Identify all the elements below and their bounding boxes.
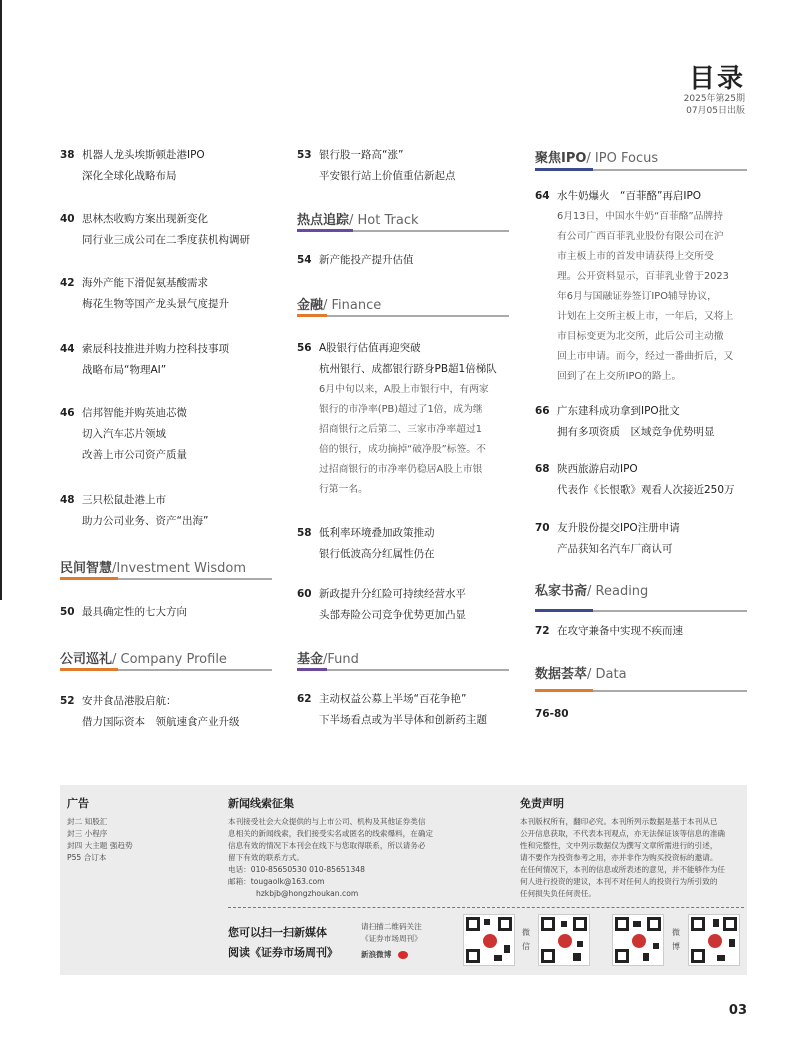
wechat-label bbox=[522, 926, 532, 954]
weibo-logo-icon bbox=[398, 951, 408, 959]
entry-subtitle: 借力国际资本 领航速食产业升级 bbox=[82, 716, 240, 728]
section-accent-bar bbox=[297, 229, 353, 232]
entry-summary: 行第一名。 bbox=[319, 484, 368, 495]
disclaimer-line: 性和完整性，文中列示数据仅为撰写文章所需进行的引述， bbox=[520, 841, 718, 850]
page-num: 53 bbox=[297, 149, 312, 161]
toc-entry[interactable] bbox=[60, 403, 187, 466]
entry-summary: 计划在上交所主板上市，一年后，又将上 bbox=[557, 311, 734, 322]
toc-entry[interactable] bbox=[60, 209, 250, 251]
entry-summary: 倍的银行，成功摘掉“破净股”标签。不 bbox=[319, 444, 486, 455]
section-title-en: / Company Profile bbox=[112, 652, 227, 667]
wechat-qr-code-icon[interactable] bbox=[463, 914, 515, 966]
toc-entry[interactable] bbox=[297, 523, 435, 565]
disclaimer-line: 本刊版权所有，翻印必究。本刊所列示数据是基于本刊从已 bbox=[520, 817, 718, 826]
entry-title: 新产能投产提升估值 bbox=[319, 254, 414, 266]
page-num: 50 bbox=[60, 606, 75, 618]
entry-title: 友升股份提交IPO注册申请 bbox=[557, 522, 680, 534]
page-num: 64 bbox=[535, 190, 550, 202]
entry-subtitle: 梅花生物等国产龙头景气度提升 bbox=[82, 298, 229, 310]
section-header-profile bbox=[60, 648, 227, 667]
toc-entry[interactable] bbox=[535, 401, 715, 443]
news-body bbox=[228, 816, 460, 900]
page-num: 56 bbox=[297, 342, 312, 354]
toc-entry[interactable] bbox=[297, 689, 487, 731]
section-accent-bar bbox=[535, 168, 593, 171]
toc-entry[interactable] bbox=[297, 145, 456, 187]
news-phone: 电话：010-85650530 010-85651348 bbox=[228, 865, 365, 874]
entry-subtitle: 助力公司业务、资产“出海” bbox=[82, 515, 209, 527]
entry-title: 思林杰收购方案出现新变化 bbox=[82, 213, 208, 225]
entry-subtitle: 银行低波高分红属性仍在 bbox=[319, 548, 435, 560]
entry-summary: 市主板上市的首发申请获得上交所受 bbox=[557, 251, 714, 262]
section-title-zh: 金融 bbox=[297, 298, 324, 313]
news-line: 本刊接受社会大众提供的与上市公司、机构及其他证券类信 bbox=[228, 817, 426, 826]
entry-subtitle: 改善上市公司资产质量 bbox=[82, 449, 187, 461]
entry-title: 陕西旅游启动IPO bbox=[557, 463, 638, 475]
section-header-finance bbox=[297, 294, 381, 313]
disclaimer-line: 请不要作为投资参考之用，亦并非作为购买投资标的邀请。 bbox=[520, 853, 718, 862]
section-title-zh: 私家书斋 bbox=[535, 584, 588, 599]
toc-entry[interactable] bbox=[297, 250, 414, 271]
news-email[interactable]: hzkbjb@hongzhoukan.com bbox=[256, 889, 359, 898]
toc-entry[interactable] bbox=[297, 338, 512, 500]
toc-entry[interactable] bbox=[60, 339, 229, 381]
entry-subtitle: 同行业三成公司在二季度获机构调研 bbox=[82, 234, 250, 246]
section-accent-bar bbox=[297, 668, 327, 671]
data-page-range[interactable]: 76-80 bbox=[535, 708, 569, 720]
news-line: 息相关的新闻线索，我们接受实名或匿名的线索爆料，在确定 bbox=[228, 829, 434, 838]
entry-title: 安井食品港股启航： bbox=[82, 695, 177, 707]
section-title-en: / IPO Focus bbox=[586, 151, 659, 166]
section-header-wisdom bbox=[60, 557, 246, 576]
section-title-en: / Reading bbox=[587, 584, 649, 599]
page-num: 48 bbox=[60, 494, 75, 506]
toc-entry[interactable] bbox=[60, 273, 229, 315]
ad-item: 封二 知股汇 bbox=[67, 817, 108, 826]
disclaimer-line: 何人进行投资的建议，本刊不对任何人的投资行为所引致的 bbox=[520, 877, 718, 886]
page-num: 52 bbox=[60, 695, 75, 707]
entry-summary: 过招商银行的市净率仍稳居A股上市银 bbox=[319, 464, 483, 475]
label-char: 信 bbox=[522, 942, 530, 951]
entry-summary: 年6月与国融证券签订IPO辅导协议， bbox=[557, 291, 717, 302]
news-line: 留下有效的联系方式。 bbox=[228, 853, 304, 862]
section-title-en: / Data bbox=[587, 667, 627, 682]
section-header-data bbox=[535, 663, 627, 682]
entry-subtitle: 代表作《长恨歌》观看人次接近250万 bbox=[557, 484, 735, 496]
section-accent-bar bbox=[60, 577, 118, 580]
section-title-zh: 热点追踪 bbox=[297, 213, 350, 228]
disclaimer-line: 公开信息获取，不代表本刊观点，亦无法保证该等信息的准确 bbox=[520, 829, 726, 838]
section-accent-bar bbox=[297, 314, 327, 317]
entry-title: 信邦智能并购英迪芯微 bbox=[82, 407, 187, 419]
section-title-zh: 民间智慧 bbox=[60, 561, 113, 576]
section-header-hot bbox=[297, 209, 419, 228]
section-accent-bar bbox=[60, 668, 118, 671]
page-num: 46 bbox=[60, 407, 75, 419]
entry-summary: 有公司广西百菲乳业股份有限公司在沪 bbox=[557, 231, 724, 242]
disclaimer-line: 任何损失负任何责任。 bbox=[520, 889, 596, 898]
entry-title: 海外产能下滑促氨基酸需求 bbox=[82, 277, 208, 289]
page-num: 42 bbox=[60, 277, 75, 289]
news-title: 新闻线索征集 bbox=[228, 797, 294, 810]
issue-info bbox=[684, 93, 745, 117]
entry-summary: 回到了在上交所IPO的路上。 bbox=[557, 371, 682, 382]
label-char: 微 bbox=[522, 928, 530, 937]
wechat-qr-code-icon[interactable] bbox=[538, 914, 590, 966]
entry-summary: 6月13日，中国水牛奶“百菲酪”品牌持 bbox=[557, 211, 724, 222]
section-title-zh: 聚焦IPO bbox=[535, 151, 587, 166]
section-header-ipo bbox=[535, 147, 658, 166]
page-num: 68 bbox=[535, 463, 550, 475]
page-num: 58 bbox=[297, 527, 312, 539]
section-header-fund bbox=[297, 648, 359, 667]
toc-entry[interactable] bbox=[60, 145, 205, 187]
entry-summary: 理。公开资料显示，百菲乳业曾于2023 bbox=[557, 271, 729, 282]
section-title-zh: 公司巡礼 bbox=[60, 652, 113, 667]
section-title-en: / Hot Track bbox=[349, 213, 419, 228]
entry-title: 索辰科技推进并购力控科技事项 bbox=[82, 343, 229, 355]
page-num: 54 bbox=[297, 254, 312, 266]
page-num: 66 bbox=[535, 405, 550, 417]
entry-title: 主动权益公募上半场“百花争艳” bbox=[319, 693, 467, 705]
scan-line-1: 您可以扫一扫新媒体 bbox=[228, 926, 327, 939]
page-num: 38 bbox=[60, 149, 75, 161]
toc-entry[interactable] bbox=[60, 490, 208, 532]
entry-title: 三只松鼠赴港上市 bbox=[82, 494, 166, 506]
entry-summary: 回上市申请。而今，经过一番曲折后，又 bbox=[557, 351, 734, 362]
toc-entry[interactable] bbox=[535, 459, 735, 501]
ads-list bbox=[67, 816, 133, 864]
entry-title: 水牛奶爆火 “百菲酪”再启IPO bbox=[557, 190, 702, 202]
toc-entry[interactable] bbox=[297, 584, 466, 626]
entry-title: 银行股一路高“涨” bbox=[319, 149, 404, 161]
weibo-qr-code-icon[interactable] bbox=[612, 914, 664, 966]
weibo-label bbox=[672, 926, 682, 954]
section-title-zh: 数据荟萃 bbox=[535, 667, 588, 682]
entry-summary: 6月中旬以来，A股上市银行中，有两家 bbox=[319, 384, 489, 395]
section-rule bbox=[297, 315, 509, 317]
disclaimer-line: 在任何情况下，本刊的信息或所表述的意见，并不能够作为任 bbox=[520, 865, 726, 874]
issue-number: 2025年第25期 bbox=[683, 94, 745, 104]
toc-entry[interactable] bbox=[535, 186, 750, 387]
entry-title: 在攻守兼备中实现不疾而速 bbox=[557, 625, 683, 637]
scan-hint-line: 《证券市场周刊》 bbox=[361, 934, 422, 943]
entry-subtitle: 平安银行站上价值重估新起点 bbox=[319, 170, 456, 182]
entry-subtitle: 下半场看点或为半导体和创新药主题 bbox=[319, 714, 487, 726]
weibo-qr-code-icon[interactable] bbox=[688, 914, 740, 966]
ads-title: 广告 bbox=[67, 797, 89, 810]
entry-subtitle: 产品获知名汽车厂商认可 bbox=[557, 543, 673, 555]
scan-hint bbox=[361, 921, 422, 945]
page-num: 70 bbox=[535, 522, 550, 534]
page-title: 目录 bbox=[688, 64, 745, 94]
entry-subtitle: 拥有多项资质 区域竞争优势明显 bbox=[557, 426, 715, 438]
toc-entry[interactable] bbox=[60, 691, 240, 733]
entry-subtitle: 杭州银行、成都银行跻身PB超1倍梯队 bbox=[319, 363, 497, 375]
page-number: 03 bbox=[728, 1003, 747, 1018]
section-title-en: /Fund bbox=[323, 652, 359, 667]
news-email[interactable]: 邮箱：tougaolk@163.com bbox=[228, 877, 325, 886]
section-title-en: /Investment Wisdom bbox=[112, 561, 246, 576]
entry-subtitle: 战略布局“物理AI” bbox=[82, 364, 167, 376]
page-num: 72 bbox=[535, 625, 550, 637]
label-char: 微 bbox=[672, 928, 680, 937]
page-num: 60 bbox=[297, 588, 312, 600]
entry-summary: 招商银行之后第二、三家市净率超过1 bbox=[319, 424, 482, 435]
ad-item: 封三 小程序 bbox=[67, 829, 108, 838]
entry-summary: 银行的市净率(PB)超过了1倍，成为继 bbox=[319, 404, 483, 415]
page-num: 40 bbox=[60, 213, 75, 225]
section-accent-bar bbox=[535, 609, 593, 612]
page-num: 44 bbox=[60, 343, 75, 355]
entry-subtitle: 深化全球化战略布局 bbox=[82, 170, 177, 182]
toc-entry[interactable] bbox=[60, 602, 187, 623]
disclaimer-body bbox=[520, 816, 745, 900]
toc-entry[interactable] bbox=[535, 518, 680, 560]
ad-item: 封四 大主题 强趋势 bbox=[67, 841, 133, 850]
issue-date: 07月05日出版 bbox=[686, 106, 745, 116]
scan-line-2: 阅读《证券市场周刊》 bbox=[228, 946, 338, 959]
entry-title: 机器人龙头埃斯顿赴港IPO bbox=[82, 149, 205, 161]
entry-title: A股银行估值再迎突破 bbox=[319, 342, 421, 354]
ad-item: P55 合订本 bbox=[67, 853, 107, 862]
section-rule bbox=[297, 669, 509, 671]
label-char: 博 bbox=[672, 942, 680, 951]
scan-hint-line: 请扫描二维码关注 bbox=[361, 922, 422, 931]
section-accent-bar bbox=[535, 689, 593, 692]
entry-subtitle: 切入汽车芯片领域 bbox=[82, 428, 166, 440]
weibo-brand-text: 新浪微博 bbox=[361, 950, 392, 959]
section-title-zh: 基金 bbox=[297, 652, 324, 667]
left-edge-rule bbox=[0, 0, 2, 600]
disclaimer-title: 免责声明 bbox=[520, 797, 564, 810]
weibo-brand bbox=[361, 949, 408, 961]
news-line: 信息有效的情况下本刊会在线下与您取得联系，所以请务必 bbox=[228, 841, 426, 850]
section-title-en: / Finance bbox=[323, 298, 382, 313]
entry-title: 新政提升分红险可持续经营水平 bbox=[319, 588, 466, 600]
entry-subtitle: 头部寿险公司竞争优势更加凸显 bbox=[319, 609, 466, 621]
dashed-divider bbox=[228, 907, 744, 908]
entry-title: 低利率环境叠加政策推动 bbox=[319, 527, 435, 539]
entry-title: 广东建科成功拿到IPO批文 bbox=[557, 405, 680, 417]
entry-title: 最具确定性的七大方向 bbox=[82, 606, 187, 618]
section-header-reading bbox=[535, 580, 648, 599]
toc-entry[interactable] bbox=[535, 621, 683, 642]
entry-summary: 市目标变更为北交所，此后公司主动撤 bbox=[557, 331, 724, 342]
page-num: 62 bbox=[297, 693, 312, 705]
